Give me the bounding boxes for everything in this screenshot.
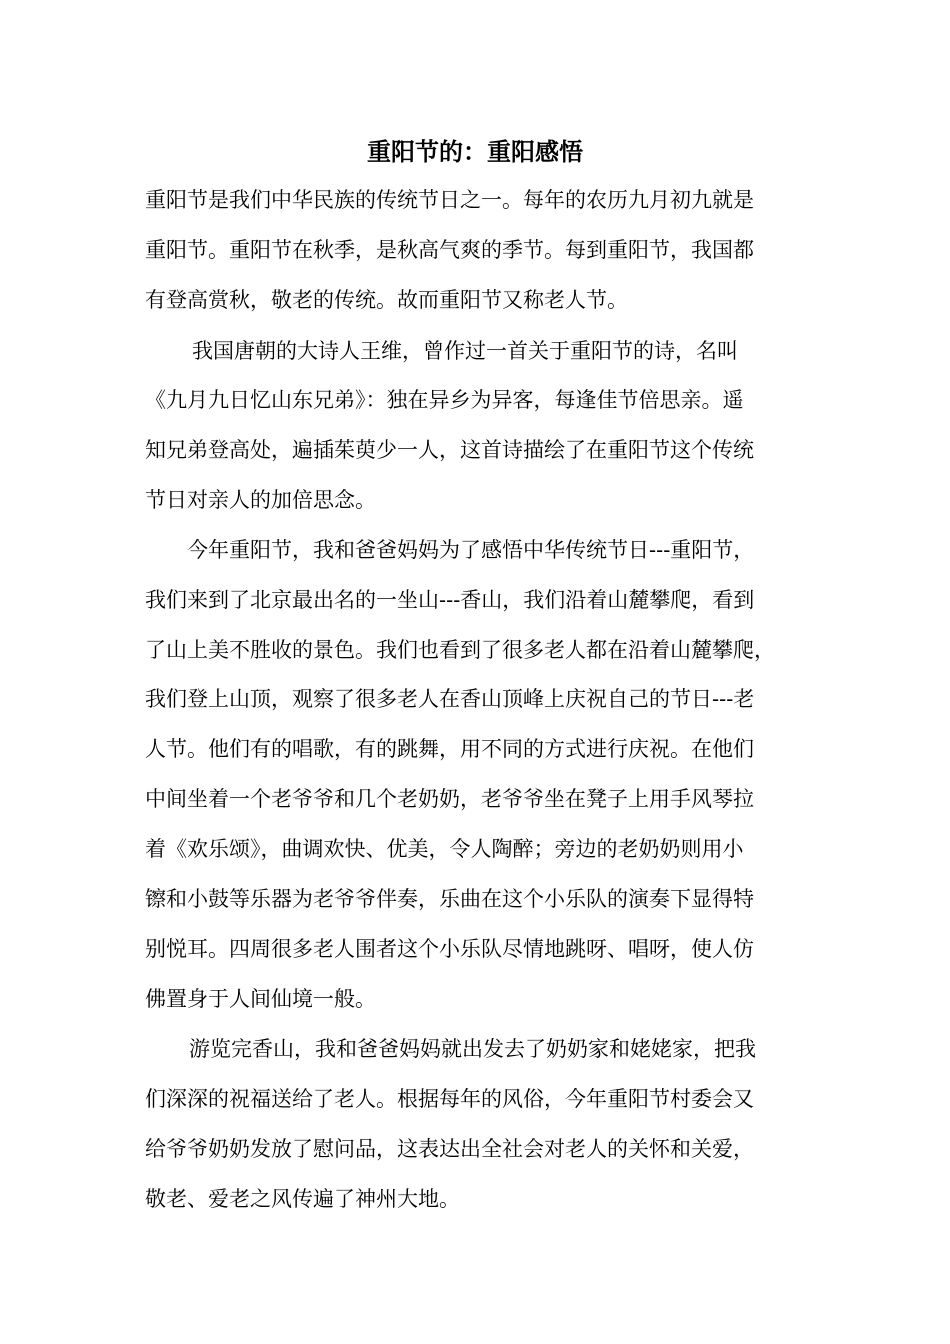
paragraph-line: 重阳节是我们中华民族的传统节日之一。每年的农历九月初九就是 bbox=[145, 188, 754, 212]
paragraph-line: 给爷爷奶奶发放了慰问品，这表达出全社会对老人的关怀和关爱， bbox=[145, 1137, 754, 1161]
paragraph-line: 镲和小鼓等乐器为老爷爷伴奏，乐曲在这个小乐队的演奏下显得特 bbox=[145, 887, 754, 911]
paragraph-line: 中间坐着一个老爷爷和几个老奶奶，老爷爷坐在凳子上用手风琴拉 bbox=[145, 787, 754, 811]
paragraph-line: 《九月九日忆山东兄弟》：独在异乡为异客，每逢佳节倍思亲。遥 bbox=[145, 388, 744, 412]
paragraph-line: 我们来到了北京最出名的一坐山---香山，我们沿着山麓攀爬，看到 bbox=[145, 588, 755, 612]
paragraph-line: 着《欢乐颂》，曲调欢快、优美，令人陶醉；旁边的老奶奶则用小 bbox=[145, 837, 744, 861]
paragraph-line: 敬老、爱老之风传遍了神州大地。 bbox=[145, 1187, 460, 1211]
paragraph-line: 我国唐朝的大诗人王维，曾作过一首关于重阳节的诗，名叫 bbox=[192, 339, 738, 363]
document-title: 重阳节的：重阳感悟 bbox=[367, 137, 583, 166]
paragraph-line: 有登高赏秋，敬老的传统。故而重阳节又称老人节。 bbox=[145, 288, 628, 312]
paragraph-line: 佛置身于人间仙境一般。 bbox=[145, 987, 376, 1011]
paragraph-line: 别悦耳。四周很多老人围者这个小乐队尽情地跳呀、唱呀，使人仿 bbox=[145, 937, 754, 961]
paragraph-line: 人节。他们有的唱歌，有的跳舞，用不同的方式进行庆祝。在他们 bbox=[145, 737, 754, 761]
paragraph-line: 节日对亲人的加倍思念。 bbox=[145, 488, 376, 512]
paragraph-line: 知兄弟登高处，遍插茱萸少一人，这首诗描绘了在重阳节这个传统 bbox=[145, 438, 754, 462]
paragraph-line: 重阳节。重阳节在秋季，是秋高气爽的季节。每到重阳节，我国都 bbox=[145, 238, 754, 262]
paragraph-line: 游览完香山，我和爸爸妈妈就出发去了奶奶家和姥姥家，把我 bbox=[189, 1037, 756, 1061]
paragraph-line: 今年重阳节，我和爸爸妈妈为了感悟中华传统节日---重阳节， bbox=[187, 538, 755, 562]
paragraph-line: 了山上美不胜收的景色。我们也看到了很多老人都在沿着山麓攀爬， bbox=[145, 638, 775, 662]
paragraph-line: 们深深的祝福送给了老人。根据每年的风俗，今年重阳节村委会又 bbox=[145, 1087, 754, 1111]
paragraph-line: 我们登上山顶，观察了很多老人在香山顶峰上庆祝自己的节日---老 bbox=[145, 687, 755, 711]
